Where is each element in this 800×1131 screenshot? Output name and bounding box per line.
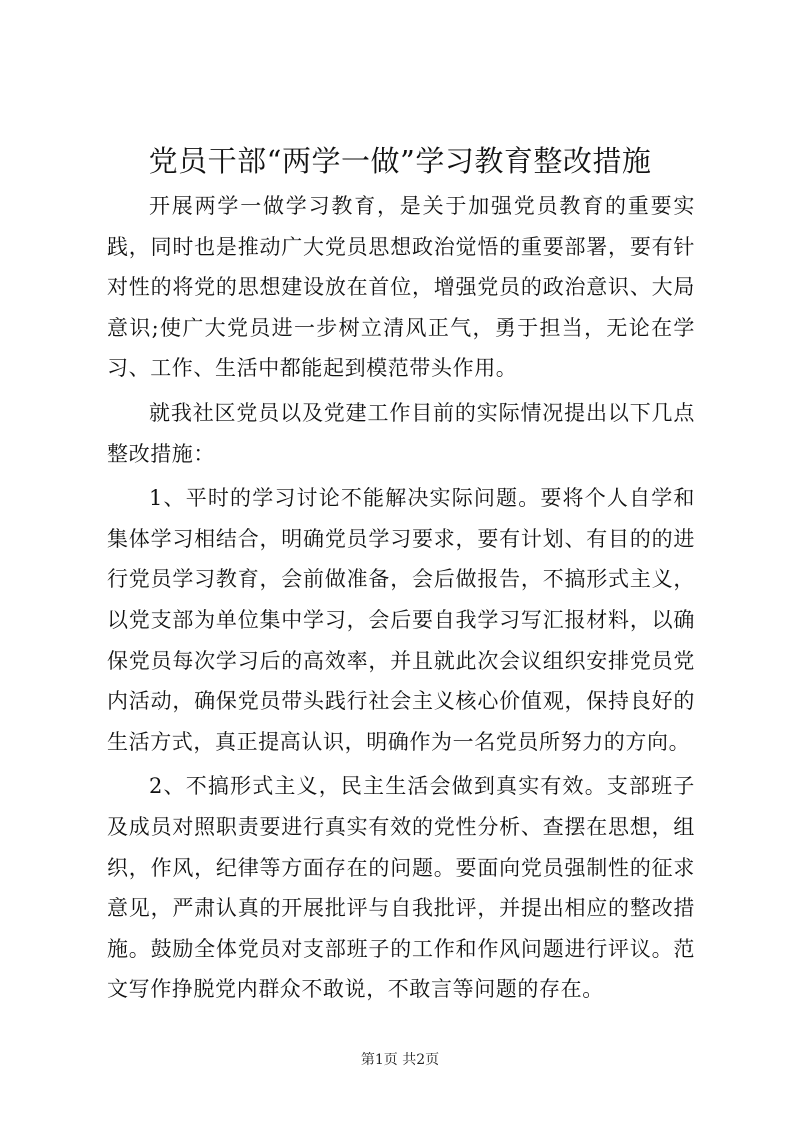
paragraph-measure-2: 2、不搞形式主义，民主生活会做到真实有效。支部班子及成员对照职责要进行真实有效的党性分析、查摆在思想，组织，作风，纪律等方面存在的问题。要面向党员强制性的征求意见，严肃认真的开展批评与自我批评，并提出相应的整改措施。鼓励全体党员对支部班子的工作和作风问题进行评议。范文写作挣脱党内群众不敢说，不敢言等问题的存在。 [107,774,695,1002]
document-title: 党员干部“两学一做”学习教育整改措施 [148,144,652,178]
document-body [107,186,695,1014]
paragraph-measure-1: 1、平时的学习讨论不能解决实际问题。要将个人自学和集体学习相结合，明确党员学习要求，要有计划、有目的的进行党员学习教育，会前做准备，会后做报告，不搞形式主义，以党支部为单位集中学习，会后要自我学习写汇报材料，以确保党员每次学习后的高效率，并且就此次会议组织安排党员党内活动，确保党员带头践行社会主义核心价值观，保持良好的生活方式，真正提高认识，明确作为一名党员所努力的方向。 [107,486,695,754]
paragraph-intro: 开展两学一做学习教育，是关于加强党员教育的重要实践，同时也是推动广大党员思想政治觉悟的重要部署，要有针对性的将党的思想建设放在首位，增强党员的政治意识、大局意识;使广大党员进一步树立清风正气，勇于担当，无论在学习、工作、生活中都能起到模范带头作用。 [107,194,695,381]
paragraph-measures-lead: 就我社区党员以及党建工作目前的实际情况提出以下几点整改措施： [107,400,695,466]
page-number-footer: 第1页 共2页 [360,1052,440,1068]
